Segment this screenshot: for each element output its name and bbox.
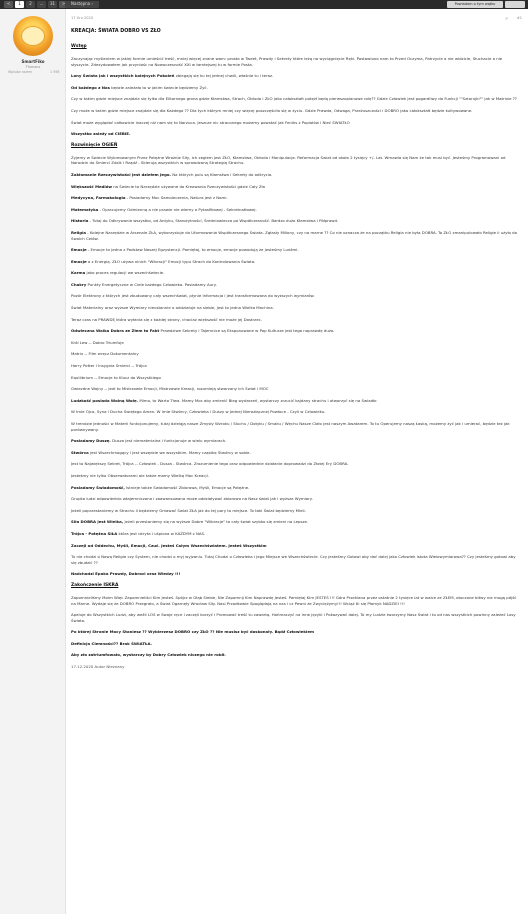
user-rank: Tłumacz: [25, 65, 41, 69]
post-signature: 17.12.2020 Autor Nieznany: [71, 664, 125, 670]
paragraph-text: Tu nie chodzi o Nową Religie czy System, nie chodzi o myj wyjzaniu. Tutaj Chodzi o Człowieka i jego Miejsce we Wszechświecie. Czy jesteśmy Gotowi aby dać dalej jako Człowiek istota Wielowymiarowa?? Czy jesteśmy gotowi aby się zbudzić ??: [71, 554, 516, 565]
paragraph-text: Zapomnieliśmy Moim Więc Zapomnieliści Kim Jesteś. Spójrz w Głąb Siebie, Nie Zapomnij Kim Naprawdę Jesteś. Pamiętaj Kim JESTEŚ !!! Góra Przeklana przez ostatnie 2 tysięce lat w walce ze ZŁEM, otoczone bitwy nie mogą pójść na Marne. Wydaje się że DOBRO Przegrało, a Świat Ogarnęły Wrocław Siły. Nasi Przodkowie Spoglądają na nas i cz Pewni że Zwyciężymy!!! Wciąż tli się Płomyk NADZIEI !!!: [71, 594, 517, 606]
paragraph-text: - Tutaj do Odkrywania wszystko, od Antyku, Starożytności, Średniowiecza po Współczesność. Bardzo dużo Kłamstwa i Półprawd.: [88, 218, 339, 224]
paragraph-text: Mimo, to Warto Tłwa. Mamy Moc aby zmienić Bieg wydarzeń, wystarczy zrzucić kajdany strachu i otworzyć się na Świadło: [138, 397, 377, 403]
bold-text: Medycyna, Farmakologia: [71, 195, 126, 201]
post-paragraph: [71, 386, 521, 392]
paragraph-text: Jeżeli poprzestaniemy w Strachu il będziemy Gmawać Świat ZŁA jak do tej pory to miejsce. To taki Świat będziemy Mieli.: [71, 507, 306, 513]
avatar-face: [21, 26, 45, 46]
paragraph-text: Pozór Elektrony z których jest zbudowany cały wszechświat, płynie Informacja i jest transformowana do wyższych wymiarów.: [71, 293, 315, 299]
paragraph-text: Czy w takim gdzie miejsce znajdzie się tylko dla Elitarnego grona gdzie Kłamstwa, Strach, Obłuda i ZŁO jako całokształt potężł będą pierwszoplanowe rolę?? Gdzie Człowiek jest pogardliwy do Funkcji ""Sztorujki"" jak w Matrixie ??: [71, 96, 517, 102]
paragraph-text: Dusza jest niematerialna i funkcjonuje w wielu wymiarach.: [110, 438, 227, 444]
post-paragraph: [71, 305, 521, 311]
post-paragraph: [71, 409, 521, 415]
post-paragraph: [71, 155, 521, 166]
top-bar: [0, 0, 528, 9]
paragraph-text: jest Wszechmogący i jest wszędzie we wszystkim. Mamy cząstkę Stwórcy w sobie.: [88, 449, 251, 455]
share-icon[interactable]: ↗: [504, 16, 508, 21]
avatar[interactable]: [13, 16, 53, 56]
page-link[interactable]: 31: [50, 1, 56, 6]
page-link[interactable]: 1: [15, 1, 24, 8]
bold-text: Lony Świata jak i wszystkich kolejnych Pokoleń: [71, 73, 175, 79]
paragraph-text: Świat może wyglądać całkowicie inaczej niż nam się to Narzuca. Jeszcze nic straconego możemy powstać jak Feniks z Popiołów i Nieć ŚWIATŁO: [71, 119, 350, 125]
bold-text: Siła DOBRA jest Wielka,: [71, 519, 124, 525]
bold-text: Chakry: [71, 281, 87, 287]
paragraph-text: na Świecie to Narzędzie używane do Kreowania Rzeczywistości gdzie Cały Zła: [111, 183, 266, 189]
post-content: [71, 29, 521, 669]
post-paragraph: [71, 641, 521, 647]
paragraph-text: Jest to Największy Sekret, Trójca -- Człowiek - Dusza - Stwórca. Zrozumienie tego oraz odpowiednie działanie doprowadzi do Złotej Ery DOBRA.: [71, 461, 349, 467]
paragraph-text: - Opracujemy Odmienną a nie prawie nie wiemy o Pytasfikowej - Sekretnatłowej.: [98, 206, 257, 212]
paragraph-text: będzie zależało to w jakim świecie będziemy Żyć.: [109, 84, 208, 90]
paragraph-text: Teraz czas na PRAWDĘ która wyłania się z każdej strony, chociaż większość nie może jej Dostrzec.: [71, 316, 262, 322]
post-paragraph: [71, 207, 521, 213]
post-paragraph: [71, 293, 521, 299]
post: [68, 9, 528, 914]
post-paragraph: [71, 56, 521, 67]
paragraph-text: Prawdziwe Sekrety i Tajemnice są Eksponowane w Pop Kulturze jest tego naprawdę dużo.: [159, 328, 335, 334]
post-paragraph: [71, 496, 521, 502]
post-paragraph: [71, 438, 521, 444]
page-link[interactable]: >: [59, 1, 68, 8]
bold-text: Większość Mediów: [71, 183, 112, 189]
paragraph-text: Istnieje także Świadomość Zbiorowa, Myśli, Emocje są Potężne.: [124, 484, 250, 490]
paragraph-text: jako proces regulacji we wszechświecie.: [85, 270, 165, 276]
post-paragraph: [71, 96, 521, 102]
bold-text: Posiadamy Duszę.: [71, 438, 111, 444]
bold-text: Emocje: [71, 247, 87, 253]
paragraph-text: a z Energią. ZŁO używa ninich "Wibracji" Emocji typu Strach do Kontrolowania Świata.: [86, 258, 256, 264]
post-paragraph: [71, 519, 521, 525]
post-paragraph: [71, 328, 521, 334]
paragraph-text: Zaczynając myśleniem w jakiej formie umieścić treść, mniej więcej znane wam: prosto w Tweet, Prawdy i Sekrety które leżą na wyciągnięcie Ręki. Postawiono nam to Przed Oczyma, Patrzycie a nie widzicie, Słuchacie a nie słyszycie. Zdezydowałem jak przyniośc na Nowoczesność XXI w tamtejszej tu w formie Posta.: [71, 56, 503, 67]
post-paragraph: [71, 461, 521, 467]
page-link[interactable]: <: [4, 1, 13, 8]
post-paragraph: [71, 247, 521, 253]
post-paragraph: [71, 108, 521, 114]
post-paragraph: [71, 195, 521, 201]
bold-text: Nadchodzi Epoka Prawdy, Dobroci oraz Wiedzy !!!: [71, 571, 181, 577]
bold-text: Stwórca: [71, 449, 89, 455]
section-heading: Wstęp: [71, 44, 87, 49]
paragraph-text: W Imie Ojca, Syna i Ducha Świętego Amen. W imie Stwórcy, Człowieka i Duszy w Jednej Nierozłącznej Powłoce - Czyli w Człowieku.: [71, 409, 326, 415]
user-post-count-label: Wpisów razem: [8, 70, 33, 74]
page-link[interactable]: ...: [37, 1, 46, 8]
post-paragraph: [71, 270, 521, 276]
bold-text: Zakłamanie Rzeczywistości jest dziełem Jego.: [71, 171, 172, 177]
bold-text: Odwieczna Walka Dobra ze Złem to Fakt: [71, 328, 160, 334]
user-info-panel: [0, 9, 66, 914]
post-paragraph: [71, 218, 521, 224]
bold-text: Definicja Ciemności?? Brak ŚWIATŁA.: [71, 640, 153, 646]
watch-thread-button[interactable]: Powiadom o tym wątku: [447, 1, 503, 8]
post-paragraph: [71, 120, 521, 126]
more-options-button[interactable]: [505, 1, 525, 8]
post-paragraph: [71, 629, 521, 635]
post-paragraph: [71, 421, 521, 432]
post-paragraph: [71, 259, 521, 265]
paragraph-text: jeżeli przestaniemy się na wyższe Dobre "Wibracje" to cały świat szybko się zmieni na Lepsze.: [123, 519, 309, 525]
pagination: [4, 1, 68, 8]
post-paragraph: [71, 184, 521, 190]
user-post-count: 1 598: [50, 70, 60, 74]
post-paragraph: [71, 363, 521, 369]
bold-text: Posiadamy Świadomość,: [71, 484, 125, 490]
post-paragraph: [71, 172, 521, 178]
post-paragraph: [71, 450, 521, 456]
post-paragraph: [71, 595, 521, 606]
post-paragraph: [71, 485, 521, 491]
paragraph-text: - Kolejne Narzędzie w Arsenale ZŁA, wykorzystuje do Uformowania Współczesnego Świata. Zgłasły Miliony, czy na marne ?? Co nie oznacza że na początku Religia nie była DOBRA. To ZŁO zmanipulowało Religie ii użyło do Swoich Celów.: [71, 229, 518, 241]
section-heading: Rozwinięcie OGIEŃ: [71, 142, 118, 148]
paragraph-text: Punkty Energetyczne w Ciele każdego Człowieka. Posiadamy Aury.: [86, 281, 217, 287]
post-paragraph: [71, 131, 521, 137]
paragraph-text: Harry Potter i Insygnia Śmierci -- Trójca: [71, 363, 147, 369]
paragraph-text: Czy może w takim gdzie miejsce znajdzie się dla Każdego ?? Dla tych którym mniej czy więcej poszczęściło się w życiu. Gdzie Prawda, Odwaga, Przeżuszczości i DOBRO jako całokształt będzie kultywowane.: [71, 107, 473, 113]
paragraph-text: - Emocje to jedna z Podstaw Naszej Egzystencji. Pamiętaj, to emocje, emocje powodują że jesteśmy Ludźmi.: [86, 247, 299, 253]
bold-text: Trójca - Potężna SIŁA: [71, 530, 118, 536]
pager-dropdown[interactable]: Następna ›: [65, 1, 99, 8]
post-paragraph: [71, 398, 521, 404]
bold-text: Od każdego z Nas: [71, 84, 110, 90]
bold-text: Emocje: [71, 258, 87, 264]
paragraph-text: Apeluje do Wszystkich Ludzi, aby weźli LOS w Swoje ręce i zaczęli korzyć i Promować treść tu zawartą. Hańmaczyć na inne języki i Pokazywać dalej. To my Ludzie tworzymy Nasz Świat i to od nas wszystkich powinny zależeć Losy Świata.: [71, 612, 516, 623]
post-paragraph: [71, 375, 521, 381]
username[interactable]: SmartFiko: [21, 59, 45, 64]
post-paragraph: [71, 73, 521, 79]
post-paragraph: [71, 554, 521, 565]
paragraph-text: Equilibrium -- Emocje to Klucz do Wszystkiego: [71, 374, 161, 380]
bold-text: Religia: [71, 229, 87, 235]
bold-text: Po której Stronie Mocy Staniesz ?? Wybierzesz DOBRO czy ZŁO ?? Nie musisz być doskonały. Bądź Człowiekiem: [71, 629, 315, 635]
post-paragraph: [71, 351, 521, 357]
post-paragraph: [71, 85, 521, 91]
post-paragraph: [71, 543, 521, 549]
post-paragraph: [71, 473, 521, 479]
bold-text: Zaczeji od Oddechu, Myśli, Emocji, Czuć. Jesteś Całym Wszechświatem. Jesteś Wszystkim: [71, 542, 267, 548]
post-paragraph: [71, 652, 521, 658]
paragraph-text: W trendzie jedności w Materii funkcjonujemy, tutaj dzieląją nasze Zmysły Wzroku / Słuchu / Dotyku / Smaku / Węchu Nasze Ciało jest naszym Awatarem. To tu Operujemy naszą Łaską, możemy żyć jak i umierać, będzie też jak porównywany.: [71, 421, 510, 432]
post-paragraph: [71, 340, 521, 346]
post-date[interactable]: 17 Gru 2020: [71, 16, 93, 20]
section-heading: Zakończenie ISKRA: [71, 582, 119, 588]
bold-text: Aby zło zatriumfowało, wystarczy by Dobry Człowiek niczego nie robił.: [71, 652, 226, 658]
post-number[interactable]: #1: [516, 16, 522, 20]
bold-text: Historia: [71, 218, 89, 224]
paragraph-text: Żyjemy w Świecie Wykreowanym Przez Potężne Wrożnie Siły, ich zeglem jest ZŁO, Kłamstwa, Obłuda i Manipulacje. Reformacja Świat od około 2 tysięcy +/- Lat. Wmawia się Nam że tak musi być. Jesteśmy Programowani od Narodzin do Śmierci Zdzik i Rządź - Sklerują wszystkich w sprawdzoną Strategią Strachu.: [71, 154, 506, 166]
post-paragraph: [71, 508, 521, 514]
paragraph-text: która jest ukryta i uśpiona w KAŻDYM z NAS.: [117, 530, 206, 536]
paragraph-text: - Posiadamy Moc Samoleczenia, Natura jest z Nami.: [125, 195, 228, 201]
post-paragraph: [71, 612, 521, 623]
paragraph-text: Na których polu są Kłamstwa i Sekrety do odkrycia.: [171, 171, 273, 177]
bold-text: Wszystko zależy od CIEBIE.: [71, 131, 131, 137]
bold-text: Karma: [71, 270, 86, 276]
bold-text: Ludzkość posiada Wolną Wolę.: [71, 397, 139, 403]
paragraph-text: Król Lew -- Dobro Triumfuje: [71, 339, 124, 345]
bold-text: Matematyka: [71, 206, 99, 212]
post-title: KREACJA: ŚWIATA DOBRO VS ZŁO: [71, 29, 161, 34]
paragraph-text: Matrix -- Film wręcz Dokumentalny: [71, 351, 139, 357]
post-paragraph: [71, 531, 521, 537]
paragraph-text: Gwiezdne Wojny -- Jedi to Mistrzowie Emocji, Mistrzowie Kreacji, rozumieją stworzony ich Świat i MOC: [71, 386, 269, 392]
paragraph-text: zbiegają się ku tej jednej chwili, właśnie tu i teraz.: [174, 73, 274, 79]
post-paragraph: [71, 282, 521, 288]
post-paragraph: [71, 317, 521, 323]
post-paragraph: [71, 230, 521, 241]
page-link[interactable]: 2: [26, 1, 35, 8]
paragraph-text: Świat Materialny oraz wyższe Wymiary nieustannie o oddziałuje na siebie, jest to jedna Wielka Machina.: [71, 305, 274, 311]
paragraph-text: Grupka ludzi odpowiednio wtajemniczona i zaawansowana może oddziaływać zbiorowo na Nasz świat jak i wyższe Wymiary.: [71, 496, 313, 502]
paragraph-text: Jesteśmy nie tylko Obserwatorami ale także mamy Wielką Moc Kreacji.: [71, 472, 209, 478]
post-paragraph: [71, 571, 521, 577]
